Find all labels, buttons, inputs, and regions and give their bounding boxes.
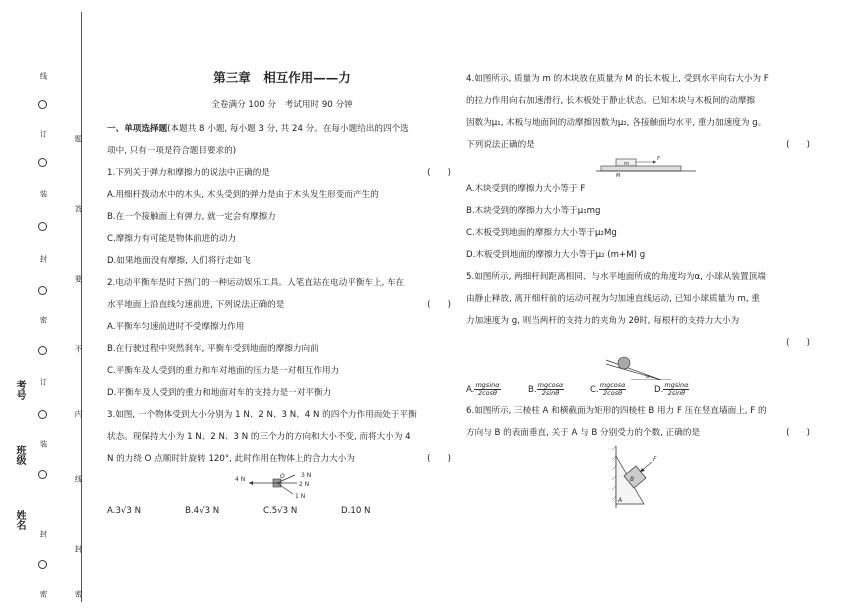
q3-option-a: A.3√3 N	[107, 506, 142, 516]
q3-option-b: B.4√3 N	[185, 506, 220, 516]
label-a: A	[618, 497, 623, 504]
label-F: F	[657, 156, 660, 162]
q3-answer-bracket: ( )	[427, 454, 451, 464]
seal-char: 密	[39, 316, 48, 324]
q5-rods-figure	[466, 354, 816, 380]
q3-option-d: D.10 N	[341, 506, 371, 516]
seal-char: 线	[74, 475, 83, 483]
class-label: 班级	[14, 445, 25, 465]
binding-hole	[38, 222, 47, 231]
q2-answer-bracket: ( )	[427, 300, 451, 310]
name-label: 姓名	[14, 510, 25, 530]
question-1	[107, 162, 457, 184]
label-alpha: α	[646, 374, 650, 380]
seal-char: 封	[39, 530, 48, 538]
question-3	[107, 448, 457, 470]
q3-force-figure	[107, 470, 457, 500]
wall-hatch	[612, 496, 616, 500]
rod-line	[606, 364, 661, 380]
question-6	[466, 422, 816, 444]
question-2	[107, 294, 457, 316]
q3-option-c: C.5√3 N	[263, 506, 298, 516]
wall-prism-diagram	[466, 444, 816, 510]
seal-char: 封	[39, 255, 48, 263]
q5-option-b: B. $\frac{mgcos\alpha}{2\sin\theta}$	[528, 381, 564, 397]
arrowhead	[653, 161, 656, 164]
long-board	[601, 166, 681, 171]
q2-option-c: C.平衡车及人受到的重力和车对地面的压力是一对相互作用力	[107, 366, 340, 376]
binding-hole	[38, 100, 47, 109]
left-column	[107, 68, 457, 522]
wall-hatch	[612, 486, 616, 490]
wall-hatch	[612, 476, 616, 480]
seal-char: 装	[39, 190, 48, 198]
q3-stem-line1: 3.如图, 一个物体受到大小分别为 1 N、2 N、3 N、4 N 的四个力作用而处于平衡	[107, 410, 417, 420]
q2-stem-line1: 2.电动平衡车是时下热门的一种运动娱乐工具。人笔直站在电动平衡车上, 车在	[107, 278, 405, 288]
q5-option-c: C. $\frac{mgcos\alpha}{2\cos\theta}$	[590, 381, 626, 397]
q6-answer-bracket: ( )	[786, 428, 810, 438]
seal-char: 答	[74, 205, 83, 213]
q6-stem-line1: 6.如图所示, 三棱柱 A 和横截面为矩形的四棱柱 B 用力 F 压在竖直墙面上, F 的	[466, 406, 767, 416]
q4-option-d: D.木板受到地面的摩擦力大小等于μ₂ (m+M) g	[466, 250, 646, 260]
question-4	[466, 134, 816, 156]
q5-stem-line2: 由静止释放, 离开细杆前的运动可视为匀加速直线运动, 已知小球质量为 m, 重	[466, 294, 760, 304]
section-title: 一、单项选择题	[107, 124, 168, 134]
q2-option-b: B.在行驶过程中突然刹车, 平衡车受到地面的摩擦力向前	[107, 344, 319, 354]
label-2n: 2 N	[299, 481, 310, 488]
seal-char: 不	[74, 345, 83, 353]
arrowhead	[249, 481, 253, 485]
binding-hole	[38, 560, 47, 569]
right-column	[466, 68, 816, 510]
seal-char: 密	[39, 590, 48, 598]
label-M: M	[616, 173, 621, 178]
block-board-diagram	[466, 156, 816, 178]
question-5-bracket-line	[466, 332, 816, 354]
q5-stem-line3: 力加速度为 g, 则当两杆的支持力的夹角为 2θ时, 每根杆的支持力大小为	[466, 316, 740, 326]
q4-option-a: A.木块受到的摩擦力大小等于 F	[466, 184, 586, 194]
section-desc: (本题共 8 小题, 每小题 3 分, 共 24 分。在每小题给出的四个选	[167, 124, 409, 134]
q4-option-c: C.木板受到地面的摩擦力大小等于μ₂Mg	[466, 228, 617, 238]
q4-board-figure	[466, 156, 816, 178]
binding-line	[81, 12, 82, 602]
ball	[618, 357, 630, 369]
q5-answer-bracket: ( )	[786, 338, 810, 348]
binding-hole	[38, 286, 47, 295]
seal-char: 线	[39, 72, 48, 80]
q2-stem-line2: 水平地面上沿直线匀速前进, 下列说法正确的是	[107, 300, 285, 310]
q4-answer-bracket: ( )	[786, 140, 810, 150]
seal-char: 要	[74, 275, 83, 283]
label-1n: 1 N	[295, 493, 306, 500]
section-desc-line: 项中, 只有一项是符合题目要求的)	[107, 146, 237, 156]
seal-char: 密	[74, 590, 83, 598]
wall-hatch	[612, 456, 616, 460]
wall-hatch	[612, 466, 616, 470]
q5-option-d: D. $\frac{mgsin\alpha}{2\sin\theta}$	[654, 381, 689, 397]
q5-stem-line1: 5.如图所示, 两细杆间距离相同、与水平地面所成的角度均为α, 小球从装置顶端	[466, 272, 766, 282]
binding-hole	[38, 410, 47, 419]
seal-char: 订	[39, 378, 48, 386]
q3-stem-line3: N 的力绕 O 点顺时针旋转 120°, 此时作用在物体上的合力大小为	[107, 454, 355, 464]
rod-line	[606, 360, 661, 380]
q1-answer-bracket: ( )	[427, 168, 451, 178]
binding-hole	[38, 470, 47, 479]
q6-stem-line2: 方向与 B 的表面垂直, 关于 A 与 B 分别受力的个数, 正确的是	[466, 428, 701, 438]
q4-stem-line4: 下列说法正确的是	[466, 140, 535, 150]
label-b: B	[630, 476, 635, 483]
page-title: 第三章 相互作用——力	[213, 70, 351, 85]
q4-stem-line3: 因数为μ₁, 木板与地面间的动摩擦因数为μ₂, 各接触面均水平, 重力加速度为 g。	[466, 118, 767, 128]
q1-option-c: C.摩擦力有可能是物体前进的动力	[107, 234, 237, 244]
q4-stem-line1: 4.如图所示, 质量为 m 的木块放在质量为 M 的长木板上, 受到水平向右大小为 F	[466, 74, 769, 84]
binding-margin	[0, 0, 82, 608]
seal-char: 题	[74, 135, 83, 143]
binding-hole	[38, 158, 47, 167]
seal-char: 装	[39, 440, 48, 448]
q2-option-d: D.平衡车及人受到的重力和地面对车的支持力是一对平衡力	[107, 388, 332, 398]
q4-stem-line2: 的拉力作用向右加速滑行, 长木板处于静止状态。已知木块与木板间的动摩擦	[466, 96, 756, 106]
section-heading	[107, 118, 457, 140]
label-4n: 4 N	[235, 476, 246, 483]
label-o: O	[280, 473, 285, 480]
label-3n: 3 N	[301, 472, 312, 479]
seal-char: 内	[74, 410, 83, 418]
force-diagram	[107, 470, 457, 500]
q6-wall-figure	[466, 444, 816, 510]
wall-hatch	[612, 446, 616, 450]
rods-diagram	[466, 354, 816, 380]
q2-option-a: A.平衡车匀速前进时不受摩擦力作用	[107, 322, 245, 332]
q3-stem-line2: 状态。现保持大小为 1 N、2 N、3 N 的三个力的方向和大小不变, 而将大小为 4	[107, 432, 411, 442]
force-1n-arrow	[277, 483, 293, 494]
label-m: m	[624, 161, 629, 167]
binding-hole	[38, 346, 47, 355]
page-subtitle: 全卷满分 100 分 考试用时 90 分钟	[211, 100, 353, 110]
seal-char: 封	[74, 545, 83, 553]
q1-option-d: D.如果地面没有摩擦, 人们将行走如飞	[107, 256, 251, 266]
q5-options	[466, 380, 816, 400]
q5-option-a: A. $\frac{mgsin\alpha}{2\cos\theta}$	[466, 381, 500, 397]
q1-option-a: A.用细杆拨动水中的木头, 木头受到的弹力是由于木头发生形变而产生的	[107, 190, 379, 200]
q1-stem: 1.下列关于弹力和摩擦力的说法中正确的是	[107, 168, 270, 178]
q4-option-b: B.木块受到的摩擦力大小等于μ₁mg	[466, 206, 601, 216]
seal-char: 订	[39, 130, 48, 138]
label-f: F	[653, 456, 657, 463]
exam-number-label: 考号	[14, 380, 25, 400]
q1-option-b: B.在一个接触面上有弹力, 就一定会有摩擦力	[107, 212, 276, 222]
q3-options	[107, 500, 457, 522]
